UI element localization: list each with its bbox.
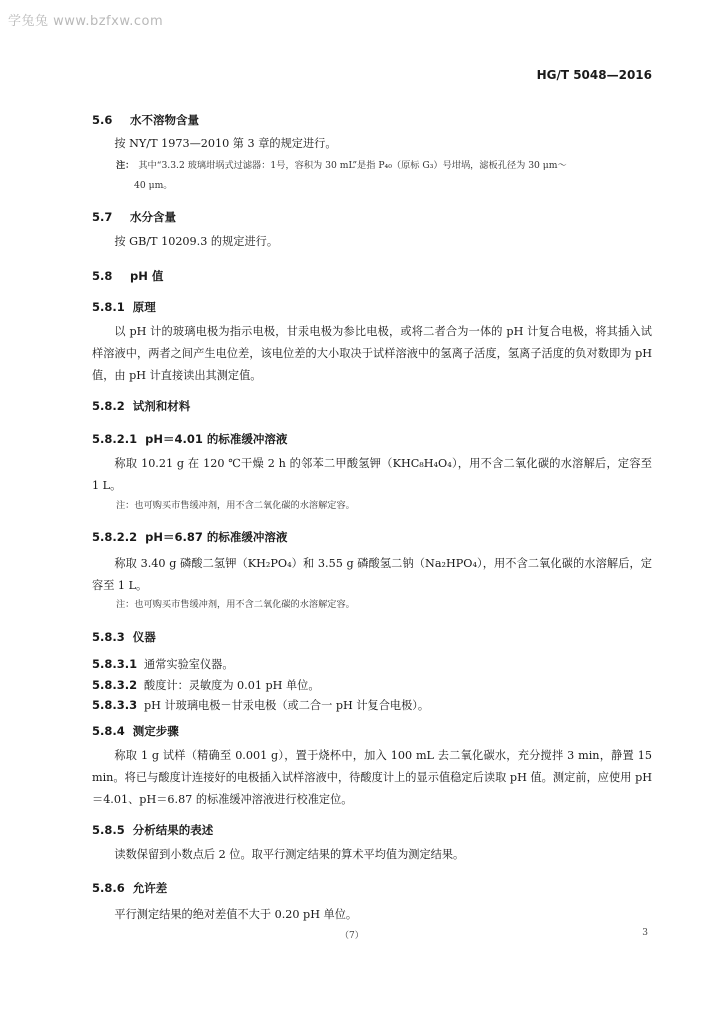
paragraph-5-8-5: 读数保留到小数点后 2 位。取平行测定结果的算术平均值为测定结果。 [114, 848, 465, 861]
paragraph-5-8-1: 以 pH 计的玻璃电极为指示电极，甘汞电极为参比电极，或将二者合为一体的 pH 计复合电极，将其插入试样溶液中，两者之间产生电位差，该电位差的大小取决于试样溶液中的氢离子活度，氢离子活度的负对数即为 pH 值，由 pH 计直接读出其测定值。 [92, 325, 652, 382]
note-text-line1: 其中“3.3.2 玻璃坩埚式过滤器：1号，容积为 30 mL”是指 P₄₀（原标 G₃）号坩埚，滤板孔径为 30 μm～ [138, 160, 567, 171]
list-item-5-8-3-2 [92, 677, 320, 693]
section-heading-5-8-6 [92, 880, 167, 896]
section-number: 5.8.4 [92, 724, 125, 738]
section-title: pH＝4.01 的标准缓冲溶液 [145, 432, 288, 446]
section-heading-5-6 [92, 112, 199, 128]
note-5-8-2-2: 注：也可购买市售缓冲剂，用不含二氧化碳的水溶解定容。 [116, 599, 355, 610]
page-number: 3 [642, 928, 648, 938]
paragraph-5-8-2-2: 称取 3.40 g 磷酸二氢钾（KH₂PO₄）和 3.55 g 磷酸氢二钠（Na₂HPO₄），用不含二氧化碳的水溶解后，定容至 1 L。 [92, 557, 652, 592]
section-title: 分析结果的表述 [132, 823, 214, 837]
section-title: 试剂和材料 [132, 399, 191, 413]
section-heading-5-8-5 [92, 822, 213, 838]
section-title: 水分含量 [130, 210, 176, 224]
paragraph-5-7: 按 GB/T 10209.3 的规定进行。 [114, 235, 279, 248]
section-heading-5-7 [92, 209, 176, 225]
section-title: pH＝6.87 的标准缓冲溶液 [145, 530, 288, 544]
section-title: pH 值 [130, 269, 164, 283]
section-title: 原理 [132, 300, 156, 314]
section-number: 5.8.3 [92, 630, 125, 644]
footer-center-mark: （7） [340, 931, 364, 941]
section-number: 5.8.2.1 [92, 432, 138, 446]
paragraph-5-8-6: 平行测定结果的绝对差值不大于 0.20 pH 单位。 [114, 908, 358, 921]
item-text: 酸度计：灵敏度为 0.01 pH 单位。 [144, 679, 320, 692]
item-text: 通常实验室仪器。 [144, 658, 234, 671]
section-heading-5-8-2 [92, 398, 190, 414]
section-number: 5.7 [92, 210, 113, 224]
section-heading-5-8 [92, 268, 163, 284]
section-title: 水不溶物含量 [130, 113, 199, 127]
note-label: 注： [116, 160, 135, 171]
paragraph-5-8-2-1: 称取 10.21 g 在 120 ℃干燥 2 h 的邻苯二甲酸氢钾（KHC₈H₄O₄），用不含二氧化碳的水溶解后，定容至 1 L。 [92, 457, 652, 492]
list-item-5-8-3-1 [92, 656, 234, 672]
section-title: 允许差 [132, 881, 168, 895]
section-heading-5-8-3 [92, 629, 156, 645]
item-number: 5.8.3.3 [92, 698, 138, 712]
note-5-8-2-1: 注：也可购买市售缓冲剂，用不含二氧化碳的水溶解定容。 [116, 500, 355, 511]
section-number: 5.8 [92, 269, 113, 283]
item-number: 5.8.3.2 [92, 678, 138, 692]
section-number: 5.8.1 [92, 300, 125, 314]
section-number: 5.8.2 [92, 399, 125, 413]
note-5-6 [116, 156, 644, 196]
note-text-line2: 40 μm。 [134, 180, 173, 191]
section-number: 5.6 [92, 113, 113, 127]
section-heading-5-8-4 [92, 723, 179, 739]
watermark: 学兔兔 www.bzfxw.com [8, 14, 164, 29]
section-number: 5.8.6 [92, 881, 125, 895]
item-number: 5.8.3.1 [92, 657, 138, 671]
section-heading-5-8-1 [92, 299, 156, 315]
paragraph-5-6: 按 NY/T 1973—2010 第 3 章的规定进行。 [114, 137, 337, 150]
document-code: HG/T 5048—2016 [536, 68, 652, 82]
item-text: pH 计玻璃电极－甘汞电极（或二合一 pH 计复合电极）。 [144, 699, 430, 712]
section-number: 5.8.2.2 [92, 530, 138, 544]
section-heading-5-8-2-2 [92, 529, 287, 545]
section-title: 测定步骤 [132, 724, 179, 738]
section-heading-5-8-2-1 [92, 431, 287, 447]
list-item-5-8-3-3 [92, 697, 429, 713]
paragraph-5-8-4: 称取 1 g 试样（精确至 0.001 g），置于烧杯中，加入 100 mL 去二氧化碳水，充分搅拌 3 min，静置 15 min。将已与酸度计连接好的电极插入试样溶液中，待酸度计上的显示值稳定后读取 pH 值。测定前，应使用 pH＝4.01、pH＝6.87 的标准缓冲溶液进行校准定位。 [92, 749, 652, 806]
section-number: 5.8.5 [92, 823, 125, 837]
section-title: 仪器 [132, 630, 156, 644]
